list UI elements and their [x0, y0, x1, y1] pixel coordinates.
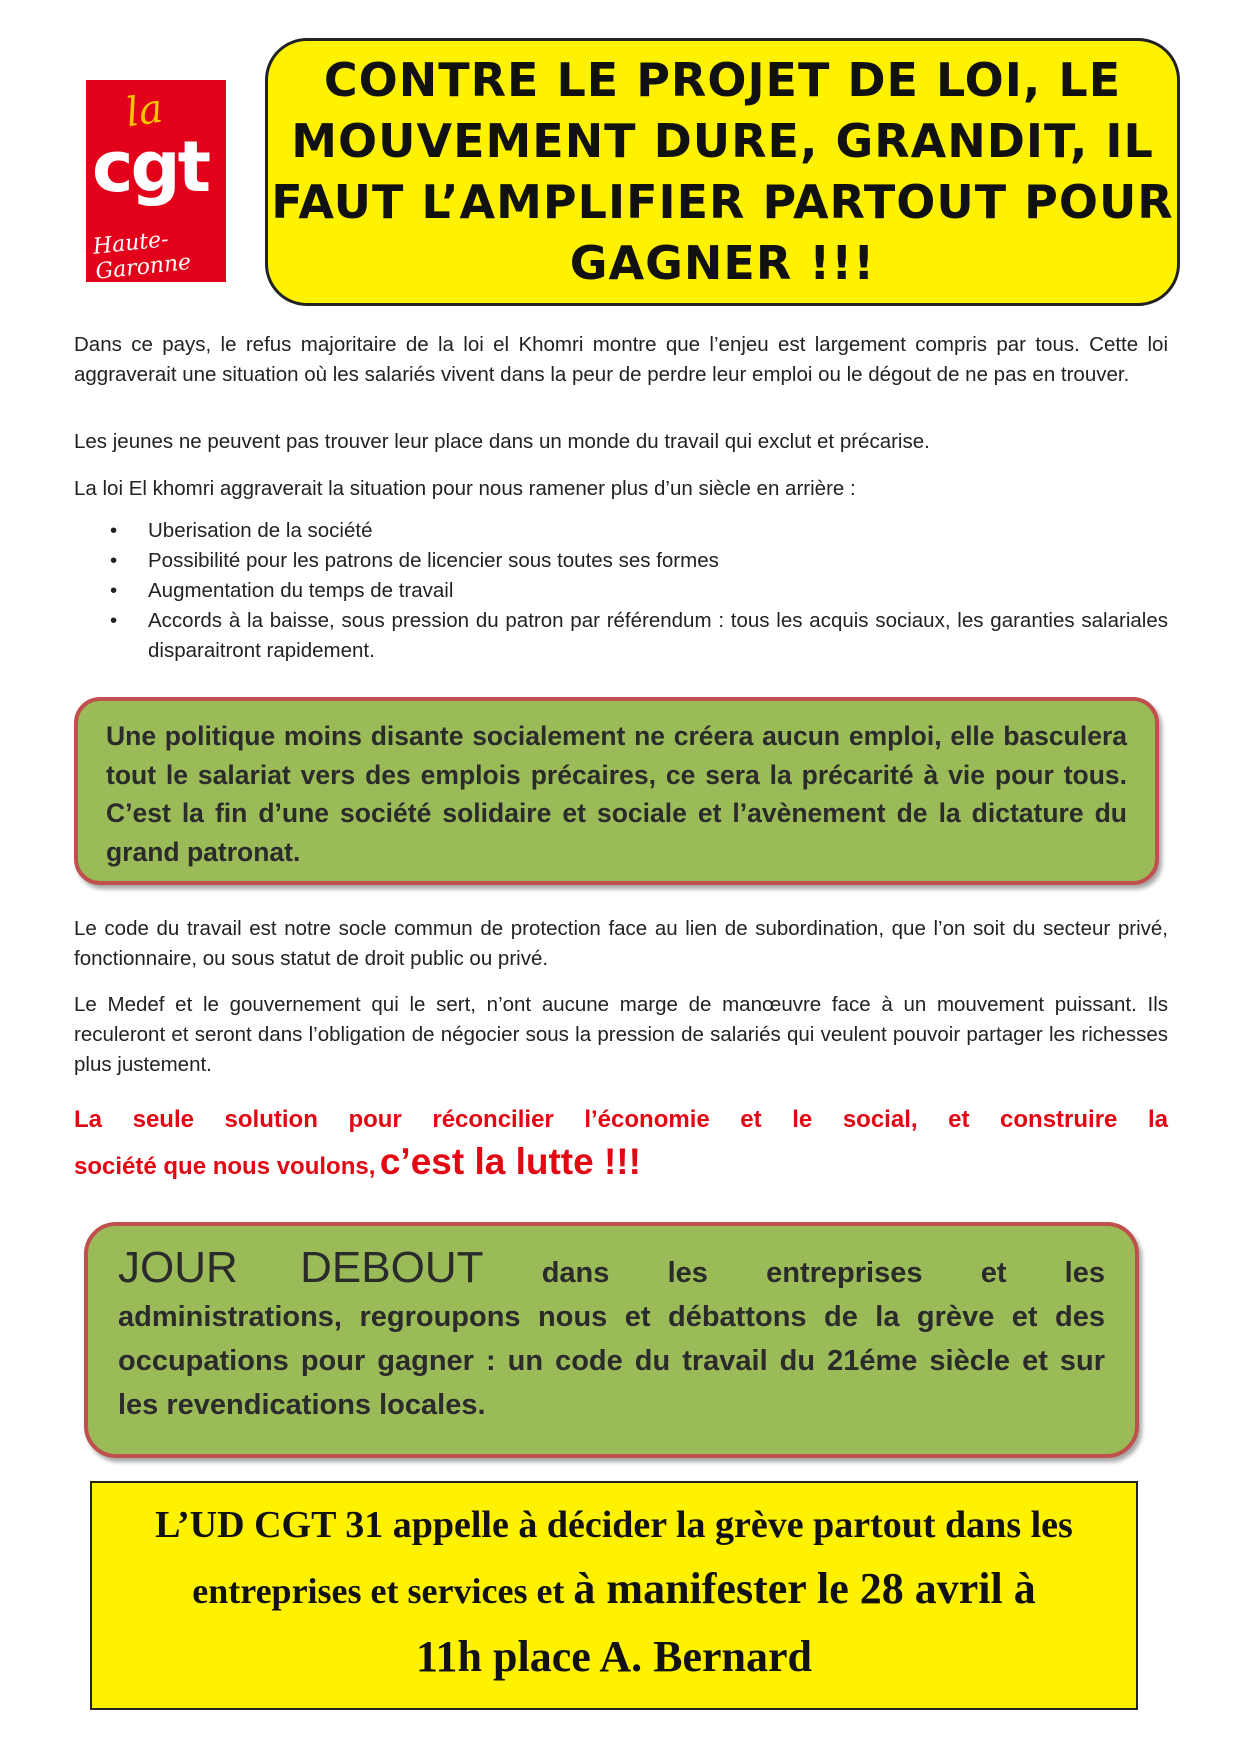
red-statement-emphasis: c’est la lutte !!!	[379, 1141, 641, 1182]
list-item: • Accords à la baisse, sous pression du patron par référendum : tous les acquis sociaux, les garanties salariales disparaitront rapidement.	[110, 606, 1168, 666]
appeal-line1: L’UD CGT 31 appelle à décider la grève partout dans les	[155, 1504, 1073, 1546]
consequences-list	[110, 516, 1168, 666]
paragraph-labour-code: Le code du travail est notre socle commun de protection face au lien de subordination, que l’on soit du secteur privé, fonctionnaire, ou sous statut de droit public ou privé.	[74, 917, 1168, 970]
appeal-line2	[92, 1557, 1136, 1623]
callout-jour-debout-rest: administrations, regroupons nous et débattons de la grève et des occupations pour gagner : un code du travail du 21éme siècle et sur les revendications locales.	[118, 1301, 1105, 1421]
red-statement-line1: La seule solution pour réconcilier l’économie et le social, et construire la	[74, 1106, 1168, 1133]
paragraph-medef: Le Medef et le gouvernement qui le sert, n’ont aucune marge de manœuvre face à un mouvement puissant. Ils reculeront et seront dans l’obligation de négocier sous la pression de salariés qui veulent pouvoir partager les richesses plus justement.	[74, 993, 1168, 1076]
list-item: • Possibilité pour les patrons de licencier sous toutes ses formes	[110, 546, 1168, 576]
logo-la: la	[122, 85, 166, 137]
list-item: • Uberisation de la société	[110, 516, 1168, 546]
paragraph-law: La loi El khomri aggraverait la situation pour nous ramener plus d’un siècle en arrière :	[74, 477, 856, 500]
headline: CONTRE LE PROJET DE LOI, LE MOUVEMENT DURE, GRANDIT, IL FAUT L’AMPLIFIER PARTOUT POUR GAGNER !!!	[271, 53, 1174, 290]
appeal-line2-big: à manifester le 28 avril à	[573, 1564, 1036, 1613]
red-statement	[74, 1100, 1168, 1189]
red-statement-line2: société que nous voulons,	[74, 1153, 376, 1180]
cgt-logo	[86, 80, 226, 285]
callout-jour-debout-text	[118, 1243, 1105, 1427]
callout-jour-debout-first-line	[118, 1243, 1105, 1295]
callout-jour-debout-big: JOUR DEBOUT	[118, 1243, 484, 1292]
headline-box	[265, 38, 1180, 306]
appeal-line3: 11h place A. Bernard	[415, 1632, 813, 1681]
callout-precarity	[74, 697, 1159, 885]
logo-cgt: cgt	[92, 126, 209, 208]
callout-jour-debout	[84, 1222, 1139, 1458]
callout-precarity-text: Une politique moins disante socialement ne créera aucun emploi, elle basculera tout le salariat vers des emplois précaires, ce sera la précarité à vie pour tous. C’est la fin d’une société solidaire et sociale et l’avènement de la dictature du grand patronat.	[106, 721, 1127, 867]
logo-region: Haute-Garonne	[91, 227, 193, 285]
paragraph-intro: Dans ce pays, le refus majoritaire de la loi el Khomri montre que l’enjeu est largement compris par tous. Cette loi aggraverait une situation où les salariés vivent dans la peur de perdre leur emploi ou le dégout de ne pas en trouver.	[74, 333, 1168, 386]
appeal-line2-start: entreprises et services et	[192, 1571, 565, 1611]
paragraph-youth: Les jeunes ne peuvent pas trouver leur place dans un monde du travail qui exclut et précarise.	[74, 430, 930, 453]
appeal-box	[90, 1481, 1138, 1710]
list-item: • Augmentation du temps de travail	[110, 576, 1168, 606]
callout-jour-debout-line1: dans les entreprises et les	[541, 1257, 1105, 1289]
